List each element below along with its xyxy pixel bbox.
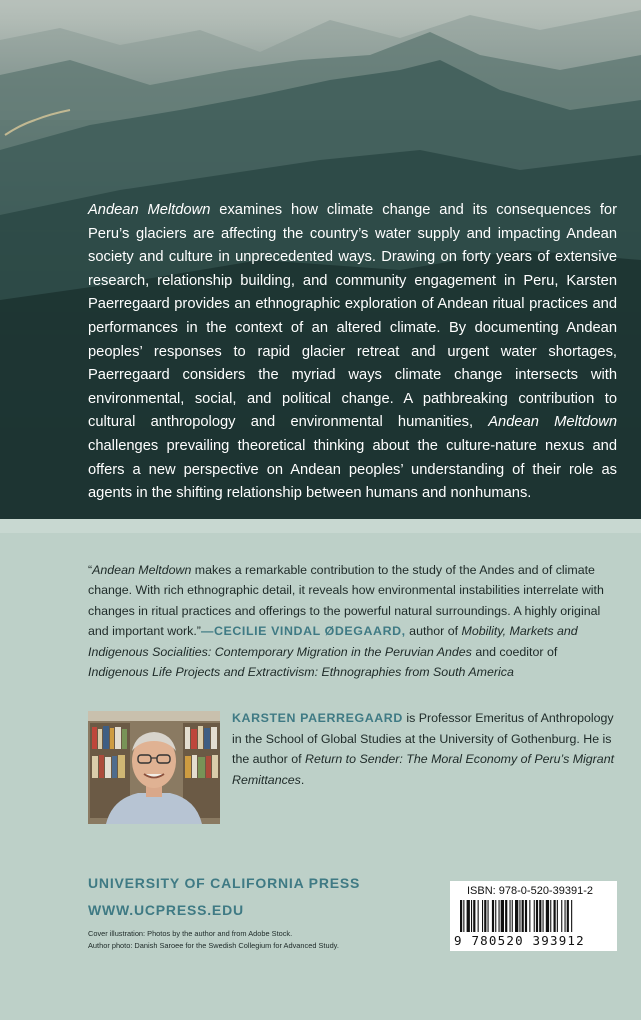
endorsement-quote [88, 560, 617, 682]
publisher-block [88, 870, 360, 924]
cover-credit: Cover illustration: Photos by the author and from Adobe Stock. [88, 929, 293, 938]
barcode-digits: 9 780520 393912 [454, 933, 585, 948]
author-bio [232, 708, 617, 790]
isbn-label: ISBN: 978-0-520-39391-2 [467, 885, 593, 897]
quote-attribution-text: author of [405, 624, 462, 639]
quote-open-mark: “ [88, 563, 93, 577]
publisher-url: WWW.UCPRESS.EDU [88, 902, 244, 918]
publisher-name: UNIVERSITY OF CALIFORNIA PRESS [88, 875, 361, 891]
quote-text: makes a remarkable contribution to the study of the Andes and of climate change. With rich ethnographic detail, it reveals how environmental instabilities interrelate with changes in ritual practices and offerings to the powerful natural surroundings. A highly original and important work.” [88, 563, 604, 639]
isbn-barcode [450, 881, 617, 951]
description-text: examines how climate change and its consequences for Peru’s glaciers are affecting the country’s water supply and impacting Andean society and culture in unprecedented ways. Drawing on forty years of extensive research, relationship building, and community engagement in Peru, Karsten Paerregaard provides an ethnographic exploration of Andean ritual practices and performances in the context of an altered climate. By documenting Andean peoples’ responses to rapid glacier retreat and urgent water shortages, Paerregaard considers the myriad ways climate change intersects with environmental, social, and political change. A pathbreaking contribution to cultural anthropology and environmental humanities, [88, 202, 617, 431]
bio-text: is Professor Emeritus of Anthropology in the School of Global Studies at the University of Gothenburg. He is the author of [232, 711, 614, 767]
image-credits [88, 928, 418, 951]
description-text-2: challenges prevailing theoretical thinking about the culture-nature nexus and offers a new perspective on Andean peoples’ understanding of their role as agents in the shifting relationship between humans and nonhumans. [88, 437, 617, 502]
author-photo-credit: Author photo: Danish Saroee for the Swedish Collegium for Advanced Study. [88, 940, 339, 950]
description-title-2: Andean Meltdown [488, 414, 617, 431]
quote-title: Andean Meltdown [92, 563, 192, 577]
author-photo [88, 711, 220, 824]
quote-attribution-text-2: and coeditor of [471, 644, 558, 659]
author-portrait-image [88, 711, 220, 824]
bio-end: . [300, 772, 305, 787]
bio-author-name: KARSTEN PAERREGAARD [232, 711, 403, 725]
quote-book-2: Indigenous Life Projects and Extractivism: Ethnographies from South America [88, 665, 514, 680]
barcode-bars [456, 900, 611, 934]
description-title: Andean Meltdown [88, 202, 211, 218]
bio-book-title: Return to Sender: The Moral Economy of Peru’s Migrant Remittances [232, 752, 615, 787]
quote-book-1: Mobility, Markets and Indigenous Socialities: Contemporary Migration in the Peruvian Andes [88, 624, 578, 659]
book-description [88, 199, 617, 506]
quote-attribution-name: —CECILIE VINDAL ØDEGAARD, [200, 624, 406, 639]
